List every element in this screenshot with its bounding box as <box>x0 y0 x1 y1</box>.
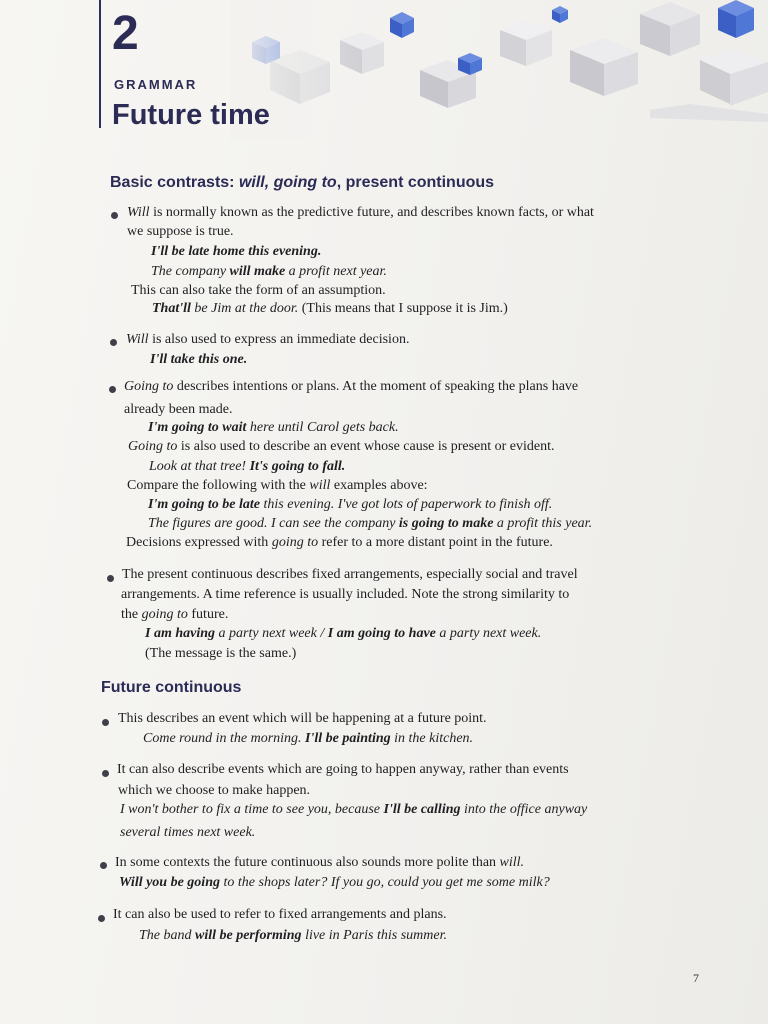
example-line <box>119 875 550 892</box>
text-line <box>126 535 553 552</box>
note-text: (This means that I suppose it is Jim.) <box>298 301 508 316</box>
text-line: (The message is the same.) <box>145 646 297 661</box>
example-text: The company <box>151 264 230 279</box>
bullet-icon <box>98 915 105 922</box>
example-line <box>151 264 387 281</box>
example-text: I won't bother to fix a time to see you, because <box>120 802 384 817</box>
text-line: This can also take the form of an assumption. <box>131 283 386 298</box>
text: future. <box>187 607 229 622</box>
example-text: a party next week / <box>215 626 328 641</box>
example-bold: I'll be late home this evening. <box>151 244 322 259</box>
heading-text: Basic contrasts: <box>110 174 239 191</box>
page-number: 7 <box>693 971 699 985</box>
text: describes intentions or plans. At the moment of speaking the plans have <box>173 379 579 394</box>
bullet-icon <box>107 575 114 582</box>
example-line <box>150 352 247 369</box>
example-bold: That'll <box>152 301 191 316</box>
page-title: Future time <box>112 99 270 131</box>
example-line <box>149 459 345 476</box>
section-heading-basic-contrasts <box>110 174 494 192</box>
grammar-kicker: GRAMMAR <box>114 77 198 92</box>
term: going to <box>271 535 319 550</box>
text: Decisions expressed with <box>126 535 272 550</box>
text-line: we suppose is true. <box>127 224 234 239</box>
example-line <box>151 244 321 261</box>
text-line: This describes an event which will be happening at a future point. <box>118 711 487 726</box>
example-text: a profit this year. <box>493 516 593 531</box>
text-line <box>126 332 409 349</box>
chapter-rule <box>99 0 101 128</box>
unit-number: 2 <box>112 7 139 60</box>
example-line <box>120 802 587 819</box>
text-line <box>121 607 228 624</box>
example-bold: It's going to fall. <box>249 459 346 474</box>
heading-term-going-to: going to <box>273 174 337 191</box>
text-line <box>124 379 578 396</box>
term: going to <box>141 607 188 622</box>
example-line <box>145 626 541 643</box>
text-line: It can also be used to refer to fixed arrangements and plans. <box>113 907 447 922</box>
term: will. <box>499 855 525 870</box>
text-line <box>127 478 428 495</box>
example-text: The figures are good. I can see the company <box>148 516 399 531</box>
example-text: live in Paris this summer. <box>301 928 448 943</box>
example-text: The band <box>139 928 195 943</box>
term: Will <box>126 332 149 347</box>
example-line <box>148 516 592 533</box>
text: In some contexts the future continuous also sounds more polite than <box>115 855 500 870</box>
example-line <box>148 420 399 437</box>
bullet-icon <box>111 212 118 219</box>
decorative-cubes-banner <box>230 0 768 140</box>
bullet-icon <box>100 862 107 869</box>
text-line <box>127 205 594 222</box>
example-bold: I am going to have <box>327 626 436 641</box>
example-text: into the office anyway <box>460 802 588 817</box>
example-line <box>152 301 508 318</box>
term: Going to <box>128 439 178 454</box>
example-bold: I'm going to be late <box>148 497 260 512</box>
example-bold: Will you be going <box>119 875 220 890</box>
example-line <box>143 731 473 748</box>
example-text: here until Carol gets back. <box>246 420 399 435</box>
bullet-icon <box>110 339 117 346</box>
text: is also used to describe an event whose cause is present or evident. <box>177 439 555 454</box>
example-text: Look at that tree! <box>149 459 250 474</box>
example-bold: I'll be painting <box>305 731 391 746</box>
text: the <box>121 607 142 622</box>
term: Will <box>127 205 150 220</box>
heading-text: , present continuous <box>336 174 495 191</box>
example-bold: will make <box>229 264 286 279</box>
example-bold: I'll be calling <box>383 802 461 817</box>
example-text: Come round in the morning. <box>143 731 306 746</box>
text-line <box>115 855 524 872</box>
bullet-icon <box>102 719 109 726</box>
example-text: a profit next year. <box>285 264 387 279</box>
text: is also used to express an immediate decision. <box>148 332 410 347</box>
bullet-icon <box>109 386 116 393</box>
text: examples above: <box>330 478 428 493</box>
heading-separator: , <box>264 174 274 191</box>
text: refer to a more distant point in the future. <box>318 535 553 550</box>
example-line: several times next week. <box>120 825 256 840</box>
heading-term-will: will <box>238 174 265 191</box>
example-text: in the kitchen. <box>390 731 474 746</box>
text-line: It can also describe events which are going to happen anyway, rather than events <box>117 762 569 777</box>
example-text: be Jim at the door. <box>190 301 299 316</box>
text: Compare the following with the <box>127 478 310 493</box>
term: will <box>309 478 331 493</box>
example-bold: I am having <box>145 626 216 641</box>
example-bold: I'm going to wait <box>148 420 247 435</box>
example-bold: I'll take this one. <box>150 352 248 367</box>
example-bold: will be performing <box>195 928 302 943</box>
text: is normally known as the predictive future, and describes known facts, or what <box>149 205 594 220</box>
text-line: The present continuous describes fixed arrangements, especially social and travel <box>122 567 578 582</box>
section-heading-future-continuous: Future continuous <box>101 679 242 696</box>
bullet-icon <box>102 770 109 777</box>
example-text: a party next week. <box>435 626 542 641</box>
example-text: this evening. I've got lots of paperwork to finish off. <box>260 497 553 512</box>
text-line: which we choose to make happen. <box>118 783 311 798</box>
example-line <box>139 928 447 945</box>
text-line: arrangements. A time reference is usually included. Note the strong similarity to <box>121 587 570 602</box>
term: Going to <box>124 379 174 394</box>
text-line <box>128 439 555 456</box>
text-line: already been made. <box>124 402 233 417</box>
example-line <box>148 497 552 514</box>
example-text: to the shops later? If you go, could you get me some milk? <box>220 875 550 890</box>
example-bold: is going to make <box>398 516 494 531</box>
